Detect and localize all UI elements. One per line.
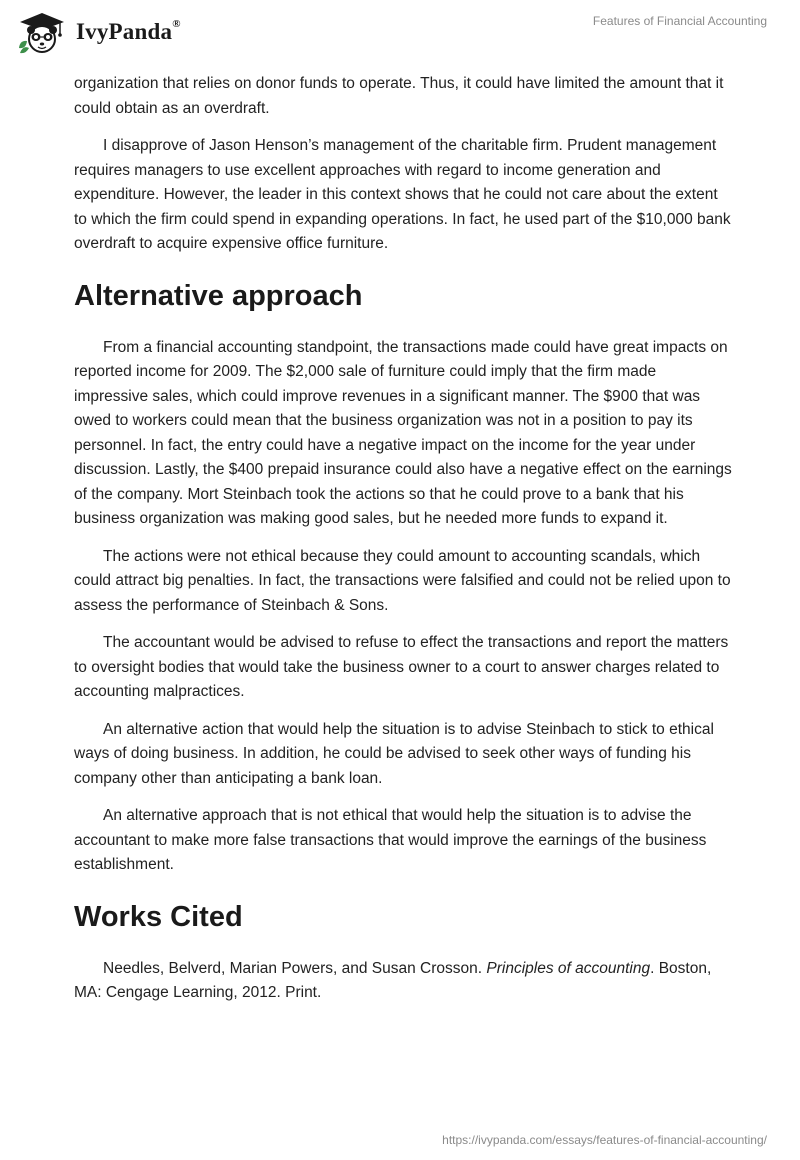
paragraph-financial-standpoint: From a financial accounting standpoint, the transactions made could have great impacts on reported income for 2009. The $2,000 sale of furniture could imply that the firm made impressive sales, which could improve revenues in a significant manner. The $900 that was owed to workers could mean that the business organization was not in a position to pay its personnel. In fact, the entry could have a negative impact on the income for the year under discussion. Lastly, the $400 prepaid insurance could also have a negative effect on the earnings of the company. Mort Steinbach took the actions so that he could prove to a bank that his business organization was making good sales, but he needed more funds to expand it. [74,338,732,527]
ivypanda-logo[interactable] [14,8,181,56]
citation-publication: . Boston, MA: Cengage Learning, 2012. Print. [74,959,712,1001]
source-url-link[interactable]: https://ivypanda.com/essays/features-of-financial-accounting/ [442,1133,767,1147]
paragraph-accountant-advice: The accountant would be advised to refuse to effect the transactions and report the matters to oversight bodies that would take the business owner to a court to answer charges related to accounting malpractices. [74,634,729,700]
brand-name: IvyPanda® [76,18,181,44]
paragraph-unethical-alternative: An alternative approach that is not ethical that would help the situation is to advise the accountant to make more false transactions that would improve the earnings of the business establishment. [74,807,707,873]
document-title: Features of Financial Accounting [592,14,767,28]
registered-mark: ® [172,18,181,31]
page-header [0,0,800,70]
essay-body [74,72,734,1019]
citation-title: Principles of accounting [486,959,651,977]
heading-alternative-approach: Alternative approach [74,279,363,312]
citation-authors: Needles, Belverd, Marian Powers, and Susan Crosson. [103,959,483,977]
heading-works-cited: Works Cited [74,900,243,933]
paragraph-not-ethical: The actions were not ethical because they could amount to accounting scandals, which could attract big penalties. In fact, the transactions were falsified and could not be relied upon to assess the performance of Steinbach & Sons. [74,547,731,614]
citation-entry [74,957,734,1006]
paragraph-management: I disapprove of Jason Henson’s management of the charitable firm. Prudent management requires managers to use excellent approaches with regard to income generation and expenditure. However, the leader in this context shows that he could not care about the extent to which the firm could spend in expanding operations. In fact, he used part of the $10,000 bank overdraft to acquire expensive office furniture. [74,137,731,252]
panda-graduate-icon [14,8,70,56]
paragraph-continued: organization that relies on donor funds to operate. Thus, it could have limited the amount that it could obtain as an overdraft. [74,75,724,117]
paragraph-ethical-alternative: An alternative action that would help the situation is to advise Steinbach to stick to ethical ways of doing business. In addition, he could be advised to seek other ways of funding his company other than anticipating a bank loan. [74,720,714,787]
